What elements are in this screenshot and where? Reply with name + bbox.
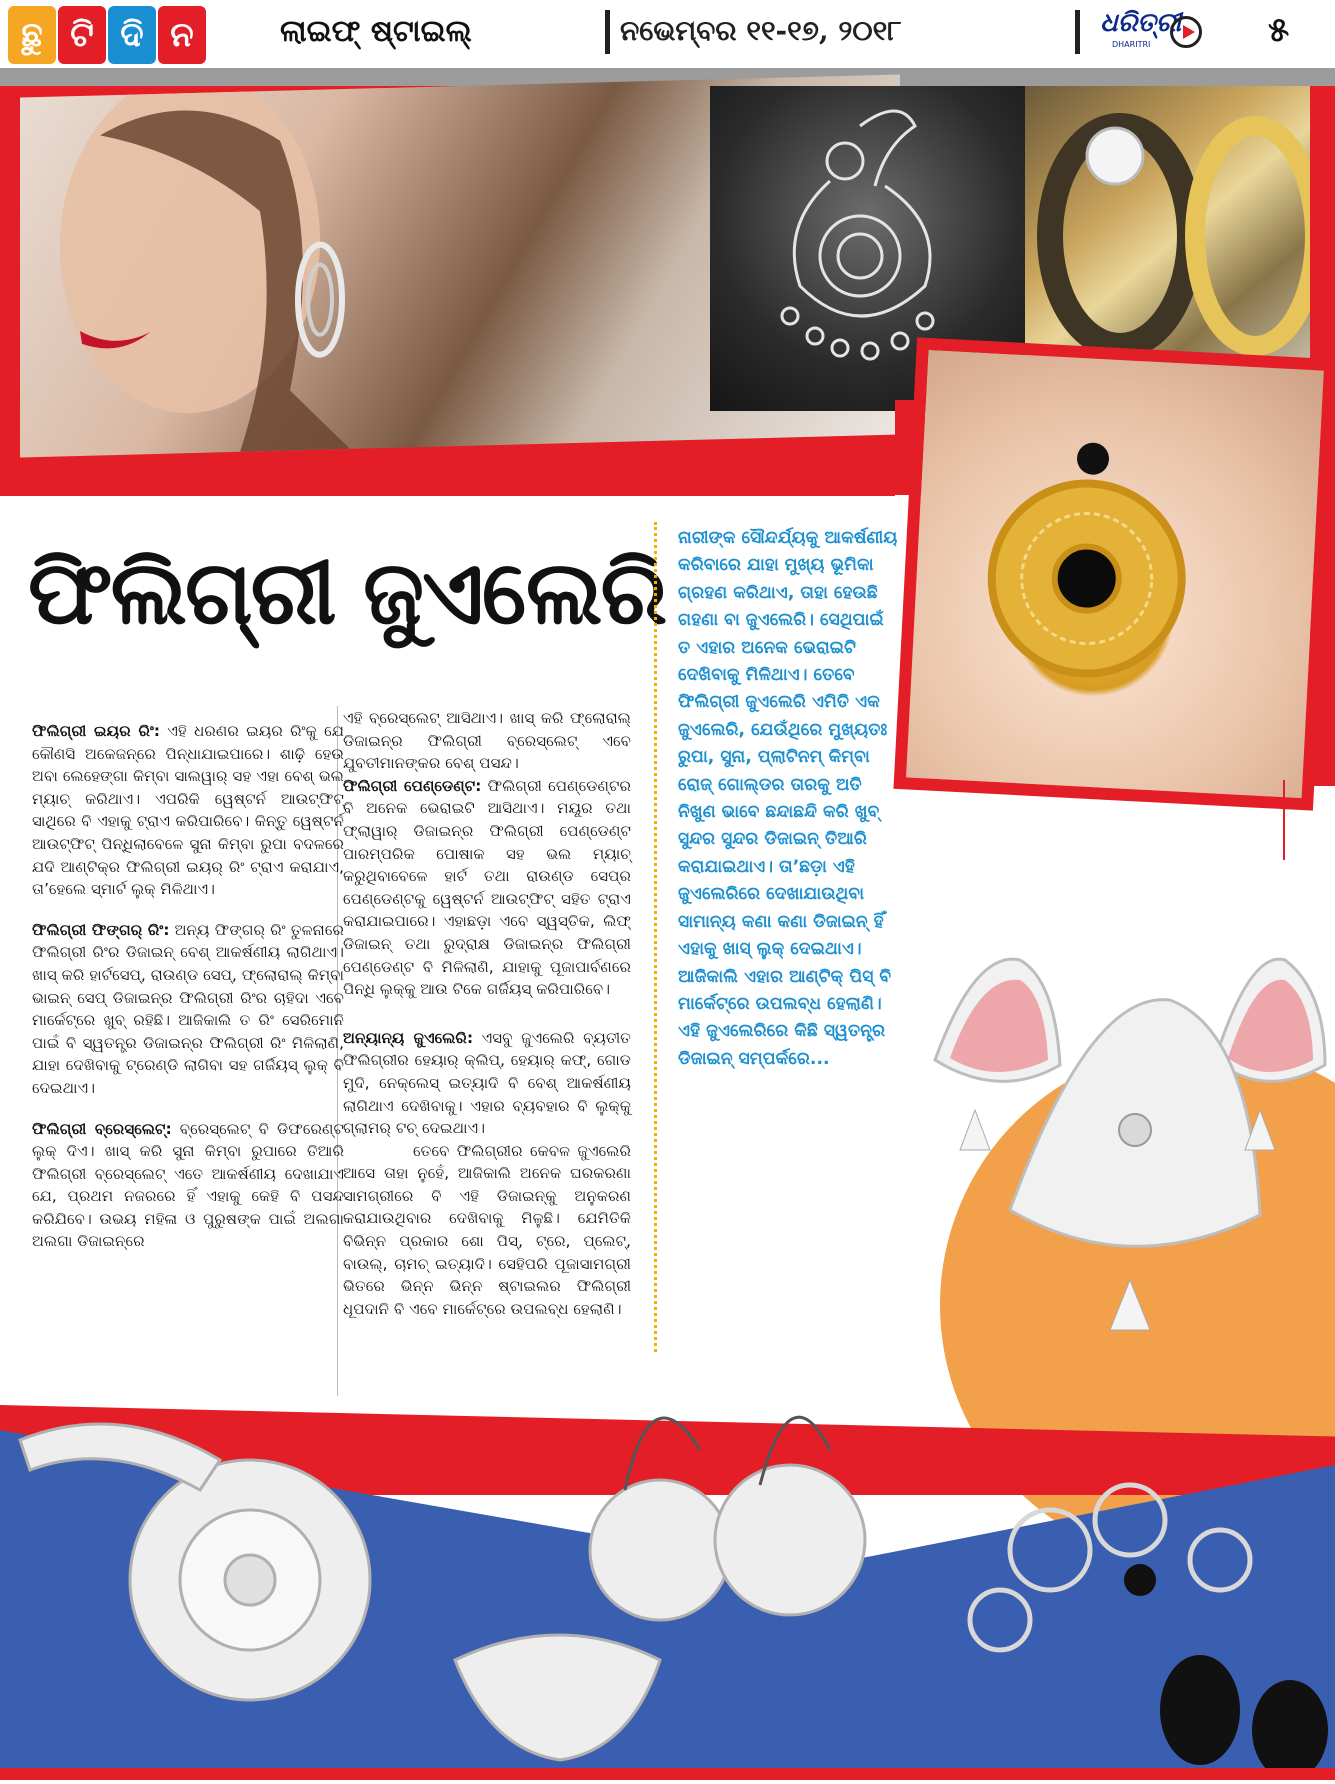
article-column-1 [32, 720, 344, 1271]
brand-subtitle: DHARITRI [1112, 40, 1151, 49]
logo-letter: ନ [158, 6, 206, 64]
paragraph [343, 707, 631, 775]
paragraph-text: ତେବେ ଫିଲିଗ୍ରୀର କେବଳ ଜୁଏଲେରି ଆସେ ତାହା ନୁହେଁ, ଆଜିକାଲି ଅନେକ ଘରକରଣା ସାମଗ୍ରୀରେ ବି ଏହି ଡିଜାଇନ୍‌କୁ ଅନୁକରଣ କରାଯାଉଥିବାର ଦେଖିବାକୁ ମିଳୁଛି। ଯେମିତିକି ବିଭିନ୍ନ ପ୍ରକାର ଶୋ ପିସ୍, ଟ୍ରେ, ପ୍ଲେଟ୍, ବାଉଲ୍, ଚାମଚ୍ ଇତ୍ୟାଦି। ସେହିପରି ପୂଜାସାମଗ୍ରୀ ଭିତରେ ଭିନ୍ନ ଭିନ୍ନ ଷ୍ଟାଇଲର ଫିଲିଗ୍ରୀ ଧୂପଦାନି ବି ଏବେ ମାର୍କେଟ୍‌ରେ ଉପଲବ୍ଧ ହେଲାଣି। [343, 1141, 631, 1318]
header-divider [605, 10, 610, 54]
subheading: ଅନ୍ୟାନ୍ୟ ଜୁଏଲେରି: [343, 1028, 474, 1047]
filigree-items-photo [0, 1410, 1335, 1780]
paragraph [343, 775, 631, 1001]
logo-letter: ଛୁ [8, 6, 56, 64]
issue-date: ନଭେମ୍ବର ୧୧-୧୭, ୨୦୧୮ [620, 14, 902, 47]
subheading: ଫିଲିଗ୍ରୀ ଫିଙ୍ଗର୍ ରିଂ: [32, 920, 170, 939]
paragraph-text: ଅନ୍ୟ ଫିଙ୍ଗର୍ ରିଂ ତୁଳନାରେ ଫିଲିଗ୍ରୀ ରିଂର ଡିଜାଇନ୍ ବେଶ୍ ଆକର୍ଷଣୀୟ ଲାଗିଥାଏ। ଖାସ୍ କରି ହାର୍ଟସେପ୍, ରାଉଣ୍ଡ ସେପ୍, ଫ୍ଲୋରାଲ୍ କିମ୍ବା ଭାଇନ୍ ସେପ୍ ଡିଜାଇନ୍‌ର ଫିଲିଗ୍ରୀ ରିଂର ଚାହିଦା ଏବେ ମାର୍କେଟ୍‌ରେ ଖୁବ୍ ରହିଛି। ଆଜିକାଲି ତ ରିଂ ସେରିମୋନି ପାଇଁ ବି ସ୍ୱତନ୍ତ୍ର ଡିଜାଇନ୍‌ର ଫିଲିଗ୍ରୀ ରିଂ ମିଳିଲାଣି, ଯାହା ଦେଖିବାକୁ ଟ୍ରେଣ୍ଡି ଲାଗିବା ସହ ଗର୍ଜିୟସ୍ ଲୁକ୍ ବି ଦେଇଥାଏ। [32, 920, 344, 1097]
subheading: ଫିଲିଗ୍ରୀ ଇୟର ରିଂ: [32, 722, 160, 740]
paragraph-text: ଏସବୁ ଜୁଏଲେରି ବ୍ୟତୀତ ଫିଲିଗ୍ରୀର ହେୟାର୍ କ୍ଲିପ୍, ହେୟାର୍ କଫ୍, ଗୋଡ ମୁଦି, ନେକ୍‌ଲେସ୍ ଇତ୍ୟାଦି ବି ବେଶ୍ ଆକର୍ଷଣୀୟ ଲାଗିଥାଏ ଦେଖିବାକୁ। ଏହାର ବ୍ୟବହାର ବି ଲୁକ୍‌କୁ ଗ୍ଲାମର୍ ଟଚ୍ ଦେଇଥାଏ। [343, 1028, 631, 1138]
paragraph [343, 1027, 631, 1140]
subheading: ଫିଲିଗ୍ରୀ ବ୍ରେସ୍‌ଲେଟ୍: [32, 1119, 172, 1138]
paragraph [343, 1140, 631, 1321]
section-label: ଲାଇଫ୍ ଷ୍ଟାଇଲ୍ [280, 14, 472, 49]
filigree-pendant-set-photo [930, 830, 1330, 1470]
footer-strip [0, 1768, 1335, 1780]
paragraph [32, 919, 344, 1100]
logo-letter: ଦି [108, 6, 156, 64]
ear-earring-photo [893, 337, 1335, 810]
article-intro: ନାରୀଙ୍କ ସୌନ୍ଦର୍ଯ୍ୟକୁ ଆକର୍ଷଣୀୟ କରିବାରେ ଯାହା ମୁଖ୍ୟ ଭୂମିକା ଗ୍ରହଣ କରିଥାଏ, ତାହା ହେଉଛି ଗହଣା ବା ଜୁଏଲେରି। ସେଥିପାଇଁ ତ ଏହାର ଅନେକ ଭେରାଇଟି ଦେଖିବାକୁ ମିଳିଥାଏ। ତେବେ ଫିଲିଗ୍ରୀ ଜୁଏଲେରି ଏମିତି ଏକ ଜୁଏଲେରି, ଯେଉଁଥିରେ ମୁଖ୍ୟତଃ ରୁପା, ସୁନା, ପ୍ଲାଟିନମ୍ କିମ୍ବା ରୋଜ୍ ଗୋଲ୍ଡର ତାରକୁ ଅତି ନିଖୁଣ ଭାବେ ଛନ୍ଦାଛନ୍ଦି କରି ଖୁବ୍ ସୁନ୍ଦର ସୁନ୍ଦର ଡିଜାଇନ୍ ତିଆରି କରାଯାଇଥାଏ। ତା’ଛଡ଼ା ଏହି ଜୁଏଲେରିରେ ଦେଖାଯାଉଥିବା ସାମାନ୍ୟ କଣା କଣା ଡିଜାଇନ୍ ହିଁ ଏହାକୁ ଖାସ୍ ଲୁକ୍ ଦେଇଥାଏ। ଆଜିକାଲି ଏହାର ଆଣ୍ଟିକ୍ ପିସ୍ ବି ମାର୍କେଟ୍‌ରେ ଉପଲବ୍ଧ ହେଲାଣି। ଏହି ଜୁଏଲେରିରେ କିଛି ସ୍ୱତନ୍ତ୍ର ଡିଜାଇନ୍ ସମ୍ପର୍କରେ... [678, 528, 898, 1069]
paragraph [32, 720, 344, 901]
paragraph [32, 1118, 344, 1254]
subheading: ଫିଲିଗ୍ରୀ ପେଣ୍ଡେଣ୍ଟ: [343, 776, 482, 795]
paragraph-text: ଏହି ବ୍ରେସ୍‌ଲେଟ୍ ଆସିଥାଏ। ଖାସ୍ କରି ଫ୍ଲୋରାଲ୍ ଡିଜାଇନ୍‌ର ଫିଲିଗ୍ରୀ ବ୍ରେସ୍‌ଲେଟ୍ ଏବେ ଯୁବତୀମାନଙ୍କର ବେଶ୍ ପସନ୍ଦ। [343, 709, 631, 773]
paragraph-text: ଏହି ଧରଣର ଇୟର ରିଂକୁ ଯେ କୌଣସି ଅକେଜନ୍‌ରେ ପିନ୍ଧାଯାଇପାରେ। ଶାଢ଼ି ହେଉ ଅବା ଲେହେଙ୍ଗା କିମ୍ବା ସାଲୱାର୍ ସହ ଏହା ବେଶ୍ ଭଲ ମ୍ୟାଚ୍ କରିଥାଏ। ଏପରିକି ୱେଷ୍ଟର୍ନ ଆଉଟ୍‌ଫିଟ୍ ସାଥିରେ ବି ଏହାକୁ ଟ୍ରାଏ କରିପାରିବେ। କିନ୍ତୁ ୱେଷ୍ଟର୍ନ ଆଉଟ୍‌ଫିଟ୍ ପିନ୍ଧିଲାବେଳେ ସୁନା କିମ୍ବା ରୁପା ବଦଳରେ ଯଦି ଆଣ୍ଟିକ୍‌ର ଫିଲିଗ୍ରୀ ଇୟର୍ ରିଂ ଟ୍ରାଏ କରାଯାଏ, ତା’ହେଲେ ସ୍ମାର୍ଟ ଲୁକ୍ ମିଳିଥାଏ। [32, 722, 344, 899]
paragraph-text: ଫିଲିଗ୍ରୀ ପେଣ୍ଡେଣ୍ଟର ବି ଅନେକ ଭେରାଇଟି ଆସିଥାଏ। ମୟୂର ତଥା ଫ୍ଲାୱାର୍ ଡିଜାଇନ୍‌ର ଫିଲିଗ୍ରୀ ପେଣ୍ଡେଣ୍ଟ ପାରମ୍ପରିକ ପୋଷାକ ସହ ଭଲ ମ୍ୟାଚ୍ କରୁଥିବାବେଳେ ହାର୍ଟ ତଥା ରାଉଣ୍ଡ ସେପ୍‌ର ପେଣ୍ଡେଣ୍ଟକୁ ୱେଷ୍ଟର୍ନ ଆଉଟ୍‌ଫିଟ୍ ସହିତ ଟ୍ରାଏ କରାଯାଇପାରେ। ଏହାଛଡ଼ା ଏବେ ସ୍ୱସ୍ତିକ, ଲିଫ୍ ଡିଜାଇନ୍ ତଥା ରୁଦ୍ରାକ୍ଷ ଡିଜାଇନ୍‌ର ଫିଲିଗ୍ରୀ ପେଣ୍ଡେଣ୍ଟ ବି ମିଳିଲାଣି, ଯାହାକୁ ପୂଜାପାର୍ବଣରେ ପିନ୍ଧି ଲୁକ୍‌କୁ ଆଉ ଟିକେ ଗର୍ଜିୟସ୍ କରିପାରିବେ। [343, 776, 631, 999]
paragraph-text: ବ୍ରେସ୍‌ଲେଟ୍ ବି ଡିଫରେଣ୍ଟ ଲୁକ୍ ଦିଏ। ଖାସ୍ କରି ସୁନା କିମ୍ବା ରୁପାରେ ତିଆରି ଫିଲିଗ୍ରୀ ବ୍ରେସ୍‌ଲେଟ୍ ଏତେ ଆକର୍ଷଣୀୟ ଦେଖାଯାଏ ଯେ, ପ୍ରଥମ ନଜରରେ ହିଁ ଏହାକୁ କେହି ବି ପସନ୍ଦ କରିଯିବେ। ଉଭୟ ମହିଳା ଓ ପୁରୁଷଙ୍କ ପାଇଁ ଅଲଗା ଅଲଗା ଡିଜାଇନ୍‌ରେ [32, 1119, 345, 1251]
article-column-2 [343, 707, 631, 1338]
play-icon [1170, 16, 1202, 48]
rings-photo [1025, 86, 1335, 386]
page-number: ୫ [1268, 10, 1290, 50]
header-divider [1075, 10, 1080, 54]
logo-letter: ଟି [58, 6, 106, 64]
brand-logo: ଧରିତ୍ରୀ [1100, 8, 1182, 38]
dotted-divider [654, 522, 657, 1352]
article-headline: ଫିଲିଗ୍ରୀ ଜୁଏଲେରି [28, 540, 666, 644]
